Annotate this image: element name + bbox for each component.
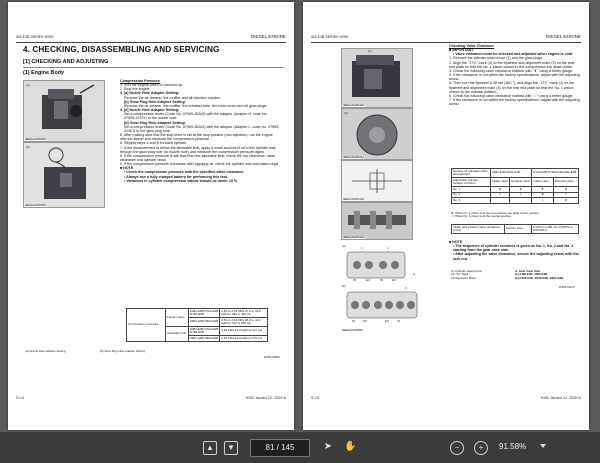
compression-text: [120, 79, 280, 183]
cell: ★: [491, 187, 510, 193]
clearance-value: 0.145 to 0.185 mm 0.00571 to 0.00728 in.: [532, 225, 579, 234]
model-a: Z482-E3B Z602-E3B: [491, 169, 532, 178]
exhaust-head-b: Exhaust valve: [554, 178, 579, 187]
step-3b: [b] Glow Plug Hole Adaptor Setting:: [124, 99, 186, 104]
clearance-spec-table: [451, 224, 579, 234]
table-row: [452, 198, 579, 204]
model-b: D722-E3B D782-E3B D902-E3B: [532, 169, 579, 178]
row-label: No. 1: [452, 187, 491, 193]
header-left: SM-E3B SERIES WSM: [311, 35, 349, 39]
cell: ★: [554, 187, 579, 193]
factory-models-1: Z482-E3B D722-E3B D782-E3B: [190, 308, 219, 316]
engine-photo-a: [24, 81, 104, 141]
figure-nozzle-adaptor: [23, 80, 105, 142]
table-notes: [451, 212, 581, 219]
clearance-label: Intake and exhaust valve clearance (cold): [452, 225, 505, 234]
valve-step-6: 6. Check the following valve clearance marked with "☆" using a feeler gauge.: [449, 93, 574, 98]
compression-heading: Compression Pressure: [120, 79, 160, 83]
fig-caption-5: 3EEACAA1P066A: [342, 329, 364, 332]
valve-arrangement-table: [451, 168, 579, 204]
valve-clearance-text: [449, 44, 581, 106]
chapter-title: 4. CHECKING, DISASSEMBLING AND SERVICING: [23, 45, 220, 54]
valve-note-1: • The sequence of cylinder numbers is given as No. 1, No. 2 and No. 3 starting from the gear case side.: [453, 244, 574, 253]
table-note-1: ★: When No. 1 piston is at the compression top dead center position.: [451, 211, 540, 215]
flywheel-photo: [342, 109, 412, 159]
step-8: 8. If the compression pressure is still less than the allowable limit, check the top clearance, valve clearance and cylinder head.: [120, 153, 276, 162]
mark-detail-drawing: [342, 161, 412, 201]
valve-note-title: ■ NOTE: [449, 240, 463, 244]
note-3: • Variances in cylinder compression values should be under 10 %.: [124, 178, 239, 183]
rocker-arm-photo: [342, 203, 412, 239]
cell: ☆: [510, 192, 532, 198]
valve-step-7: 7. If the clearance is not within the factory specifications, adjust with the adjusting screw.: [449, 98, 580, 107]
allow-values-1: 2.26 MPa 23.0 kgf/cm² 327 psi: [220, 327, 268, 336]
spec-item: Compression pressure: [127, 309, 166, 342]
factory-values-1: 2.65 to 3.23 MPa 27.0 to 33.0 kgf/cm² 384 to 469 psi: [220, 309, 268, 318]
fig-caption-4: 3EEACAA1P104A: [343, 236, 365, 239]
factory-label: Factory spec.: [166, 309, 189, 327]
diagram-cyl-1: 1: [361, 246, 363, 250]
intake-head-a: Intake valve: [491, 178, 510, 187]
fig-caption-1: 3EEACAA1P100A: [343, 104, 365, 107]
cell: ★: [532, 192, 554, 198]
header-right: DIESEL ENGINE: [545, 34, 581, 39]
step-4a-text: Set a compression tester (Code No. 07909-30208) with the adaptor (Adaptor H, code No. 07909-31231) to the nozzle hole.: [124, 112, 268, 121]
valve-step-1: 1. Remove the cylinder head cover (1) and the glow plugs.: [449, 56, 544, 61]
step-9: 9. If the compression pressure increases after applying oil, check the cylinder wall and piston rings.: [120, 162, 280, 167]
step-3a: 3. [a] Nozzle Hole Adaptor Setting:: [120, 91, 180, 96]
diagram-ex-2: EX: [392, 278, 397, 282]
valve-step-4: 4. If the clearance is not within the factory specifications, adjust with the adjusting screw.: [449, 73, 580, 82]
ref-code: W1017247C: [558, 285, 575, 289]
step-6: 6. Repeat steps 4 and 5 for each cylinder.: [120, 141, 188, 146]
fig-b-label: (b): [26, 145, 30, 149]
left-page: [8, 2, 294, 430]
legend-right: [515, 270, 585, 280]
figure-mark-detail: [341, 160, 413, 202]
fig-caption-2: 3EEACAA1P101A: [343, 156, 365, 159]
diagram-in-4: IN: [397, 319, 400, 323]
hand-icon[interactable]: ✋: [344, 441, 357, 452]
figure-glow-plug-adaptor: [23, 142, 105, 208]
zoom-level[interactable]: 91.58%: [499, 442, 527, 451]
allow-models-1: Z482-E3B D722-E3B D782-E3B: [190, 326, 219, 334]
figure-valve-diagram: [341, 242, 421, 330]
cell: ★: [510, 187, 532, 193]
step-2: 2. Stop the engine.: [120, 87, 151, 92]
important-title: ■ IMPORTANT: [449, 48, 474, 53]
divider: [23, 67, 284, 68]
zoom-out-icon[interactable]: −: [450, 441, 464, 455]
step-4b-text: Set a compression tester (Code No. 07909-30208) with the adaptor (Adaptor L, code No. 07909-31301) to the glow plug hole.: [124, 124, 280, 133]
cell: ★: [532, 187, 554, 193]
diagram-cyl-3: 3: [405, 286, 407, 290]
step-3b-text: Remove the air cleaner, the muffler, the breather tube, the hood cover and all glow plugs.: [124, 103, 268, 108]
diagram-in-3: IN: [352, 319, 355, 323]
valve-heading: Checking Valve Clearance: [449, 44, 495, 48]
legend-1: (1) Cylinder Head Cover: [451, 269, 483, 273]
compression-spec-table: [126, 308, 268, 342]
subsection-title: (1) Engine Body: [23, 70, 65, 76]
cell: ☆: [532, 198, 554, 204]
page-header: [311, 34, 581, 43]
diagram-ex-4: EX: [385, 319, 390, 323]
cell: ☆: [491, 192, 510, 198]
allow-label: Allowable limit: [166, 327, 189, 342]
table-note-2: ☆: When No. 1 piston is at the overlap position.: [451, 214, 512, 219]
ref-code: W1017984C: [263, 355, 280, 359]
tbl-col-head-2: Valve arrangement: [453, 168, 488, 176]
diagram-in-1: IN: [353, 278, 356, 282]
zoom-in-icon[interactable]: +: [474, 441, 488, 455]
legend-4: A: Gear Case Side: [515, 269, 541, 273]
intake-head-b: Intake valve: [532, 178, 554, 187]
valve-notes: [449, 240, 581, 261]
allow-models-2: Z602-E3B D902-E3B: [190, 335, 219, 340]
factory-values-2: 3.53 to 4.02 MPa 36.0 to 41.0 kgf/cm² 512 to 583 psi: [220, 318, 268, 327]
row-label: No. 2: [452, 192, 491, 198]
fig-label-2: (2): [344, 111, 348, 115]
dropdown-icon[interactable]: [540, 444, 546, 448]
step-4b: [b] Glow Plug Hole Adaptor Setting:: [124, 120, 186, 125]
engine-photo-b: [24, 143, 104, 207]
header-right: DIESEL ENGINE: [250, 34, 286, 39]
step-7: 7. If the measurement is below the allowable limit, apply a small amount of oil to the cylinder wall through the glow plug hole (or nozzle hole) and measure the compression pressure again.: [120, 145, 276, 154]
row-label: No. 3: [452, 198, 491, 204]
diagram-cyl-2: 2: [387, 246, 389, 250]
fig-label-1: (1): [368, 49, 372, 53]
diagram-label-a: (a): [342, 244, 346, 248]
issue-date: KiSC issued 12, 2020 A: [541, 396, 581, 400]
header-left: SM-E3B SERIES WSM: [16, 35, 54, 39]
diagram-side-a: A: [413, 272, 416, 276]
note-2: • Always use a fully charged battery for performing this test.: [124, 174, 228, 179]
cursor-icon[interactable]: ➤: [323, 441, 333, 452]
down-arrow-icon[interactable]: ▼: [224, 441, 238, 455]
engine-photo-head: [342, 49, 412, 107]
cell: ☆: [554, 192, 579, 198]
legend-left: [451, 270, 515, 280]
legend-5: (a) Z482-E3B, Z602-E3B: [515, 272, 548, 277]
tbl-col-head-1: Number of cylinders: [453, 168, 480, 173]
step-4a: 4. [a] Nozzle Hole Adaptor Setting:: [120, 108, 180, 113]
legend-a: (a) Nozzle Hole Adaptor Setting: [25, 349, 66, 353]
factory-models-2: Z602-E3B D902-E3B: [189, 318, 220, 327]
section-title: [1] CHECKING AND ADJUSTING: [23, 59, 109, 65]
fig-caption-3: 3EEACAA1P103A: [343, 198, 365, 201]
fig-a-label: (a): [26, 83, 30, 87]
diagram-ex-3: EX: [363, 319, 368, 323]
page-number-field[interactable]: 81 / 145: [250, 439, 310, 457]
page-number: S-14: [16, 396, 25, 400]
clearance-factory: Factory spec.: [505, 225, 532, 234]
exhaust-head-a: Exhaust valve: [510, 178, 532, 187]
legend-2: (2) "TC" Mark: [451, 272, 469, 277]
step-5: 5. After making sure that the stop lever is set at the stop position (non-injection), run the engine with the starter and measure the compression pressure.: [120, 133, 273, 142]
figure-rocker-arms: [341, 202, 413, 240]
page-number: S-15: [311, 396, 320, 400]
allow-values-2: 2.55 MPa 26.0 kgf/cm² 370 psi: [220, 336, 268, 342]
legend-3: (3) Alignment Mark: [451, 275, 476, 280]
right-page: [303, 2, 589, 430]
tbl-col-head: [452, 169, 491, 178]
important-text: • Valve clearance must be checked and adjusted when engine is cold.: [453, 52, 574, 57]
step-1: 1. Run the engine until it is warmed up.: [120, 83, 183, 88]
page-header: [16, 34, 286, 43]
diagram-label-b: (b): [342, 284, 346, 288]
note-1: • Check the compression pressure with the specified valve clearance.: [124, 170, 245, 175]
figure-flywheel: [341, 108, 413, 160]
valve-step-5: 5. Then turn the flywheel 6.28 rad (360 °), and align the "1TC" mark (2) on the flywheel and alignment mark (3) on the rear end plate so that the No. 1 piston comes to the overlap position.: [449, 81, 575, 94]
valve-note-2: • After adjusting the valve clearance, secure the adjusting screw with the lock nut.: [453, 252, 579, 261]
cell: [510, 198, 532, 204]
valve-step-3: 3. Check the following valve clearance marked with "★" using a feeler gauge.: [449, 68, 574, 73]
cell: [491, 198, 510, 204]
row-head: Adjustable cylinder location of piston: [452, 178, 491, 187]
figure-head-cover: [341, 48, 413, 108]
diagram-in-2: IN: [380, 278, 383, 282]
note-title: ■ NOTE: [120, 166, 134, 171]
valve-arrangement-diagram: [341, 242, 421, 330]
legend-b: (b) Glow Plug Hole Adaptor Setting: [100, 349, 145, 353]
issue-date: KiSC issued 12, 2020 A: [246, 396, 286, 400]
diagram-ex-1: EX: [366, 278, 371, 282]
up-arrow-icon[interactable]: ▲: [203, 441, 217, 455]
valve-step-2: 2. Align the "1TC" mark (3) on the flywheel and alignment mark (3) on the rear end plate so that the No. 1 piston comes to the compression top dead center.: [449, 60, 575, 69]
legend-6: (b) D722-E3B, D782-E3B, D902-E3B: [515, 275, 564, 280]
fig-b-caption: 3EEACAA1P055A: [25, 204, 47, 207]
fig-a-caption: 3EEACAA1P050A: [25, 138, 47, 141]
viewer-toolbar: [0, 432, 600, 463]
cell: ★: [554, 198, 579, 204]
step-3a-text: Remove the air cleaner, the muffler and all injection nozzles.: [124, 95, 222, 100]
